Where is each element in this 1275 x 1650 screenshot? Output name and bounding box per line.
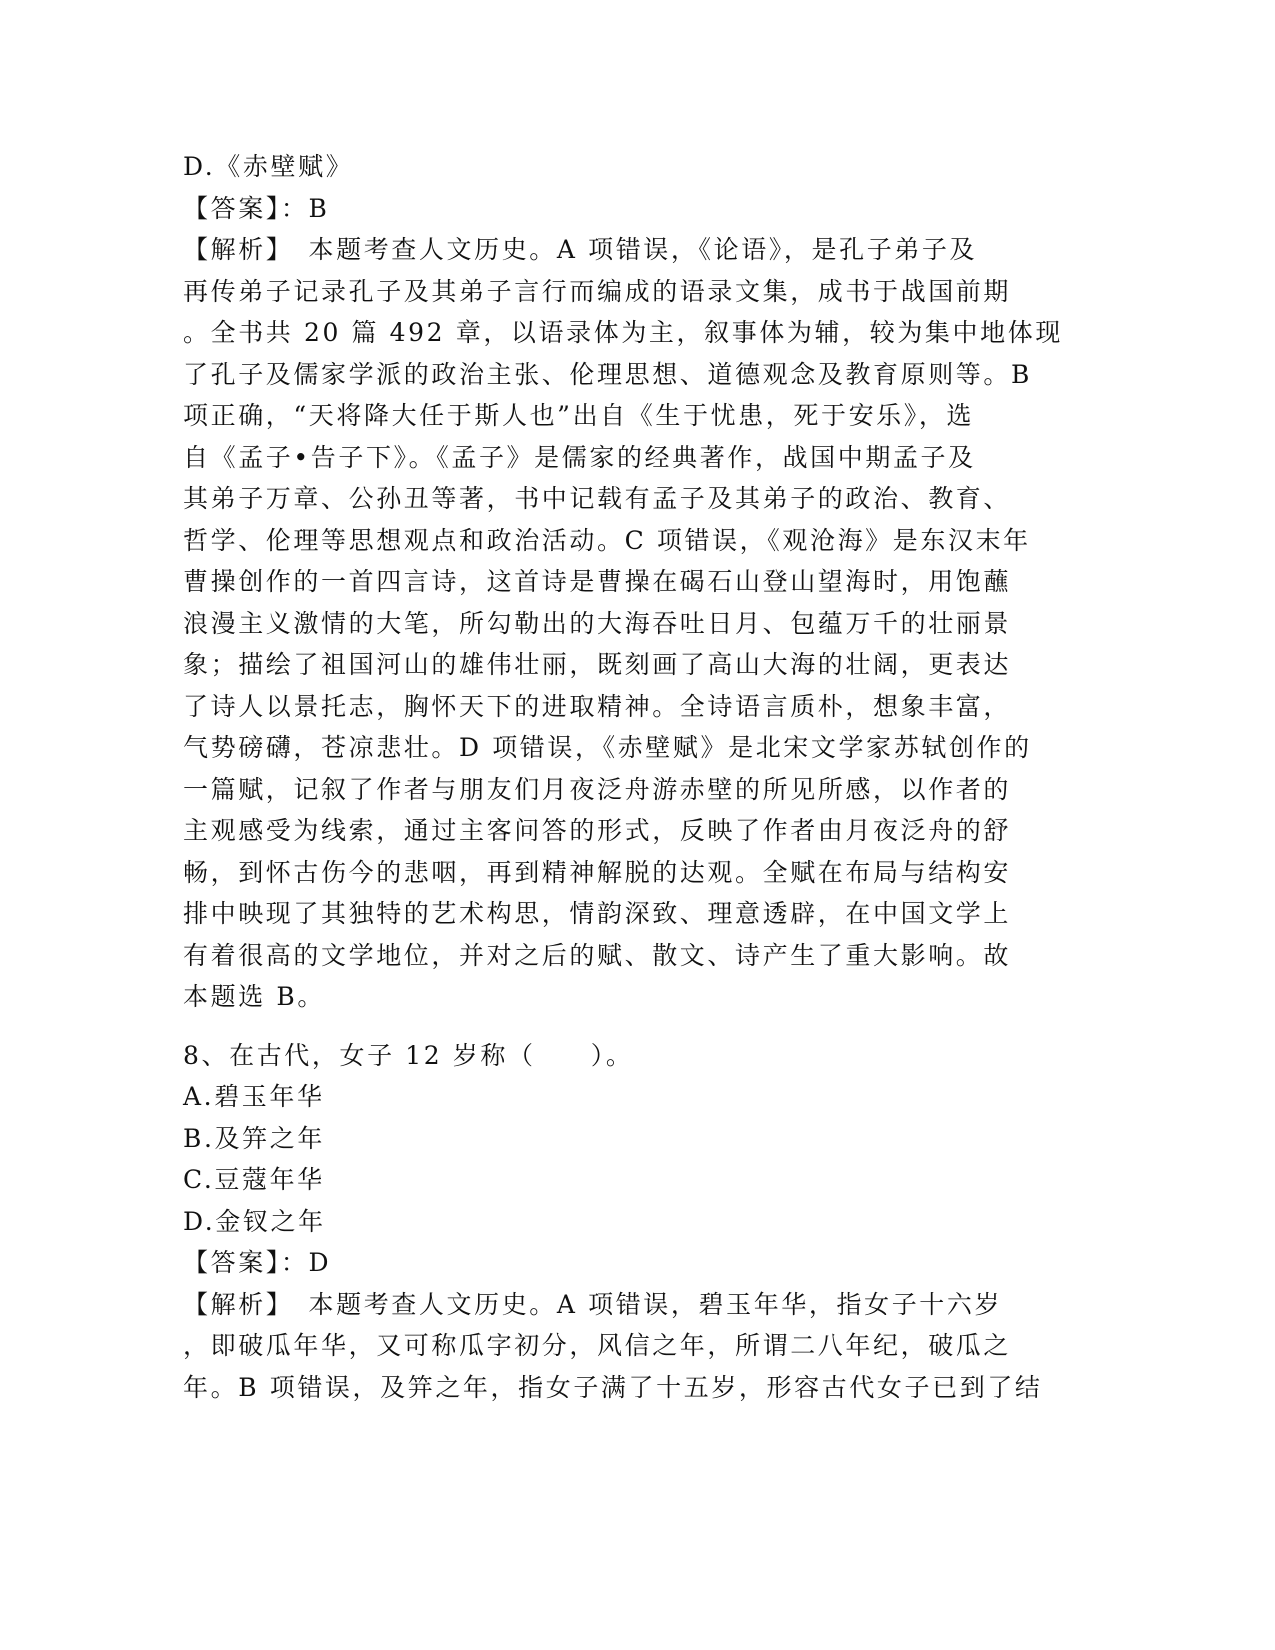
option-a: A.碧玉年华: [183, 1082, 325, 1111]
option-c: C.豆蔻年华: [183, 1165, 325, 1194]
document-page: [183, 146, 1063, 1408]
analysis-line: 自《孟子•告子下》。《孟子》是儒家的经典著作，战国中期孟子及: [183, 442, 976, 472]
analysis-line: 【解析】 本题考查人文历史。A 项错误，《论语》，是孔子弟子及: [183, 235, 978, 264]
analysis-line: 【解析】 本题考查人文历史。A 项错误，碧玉年华，指女子十六岁: [183, 1289, 1003, 1319]
option-d-prev-question: D.《赤壁赋》: [183, 152, 354, 181]
section-gap: [183, 1018, 1063, 1035]
analysis-line: 浪漫主义激情的大笔，所勾勒出的大海吞吐日月、包蕴万千的壮丽景: [183, 608, 1012, 638]
answer-prev-question: 【答案】：B: [183, 193, 330, 223]
analysis-line: 哲学、伦理等思想观点和政治活动。C 项错误，《观沧海》是东汉末年: [183, 525, 1031, 555]
analysis-line: 项正确，“天将降大任于斯人也”出自《生于忧患，死于安乐》，选: [183, 401, 975, 430]
analysis-line: 象；描绘了祖国河山的雄伟壮丽，既刻画了高山大海的壮阔，更表达: [183, 650, 1012, 679]
analysis-line: 其弟子万章、公孙丑等著，书中记载有孟子及其弟子的政治、教育、: [183, 484, 1012, 513]
analysis-line: 气势磅礴，苍凉悲壮。D 项错误，《赤壁赋》是北宋文学家苏轼创作的: [183, 733, 1032, 762]
analysis-line: 有着很高的文学地位，并对之后的赋、散文、诗产生了重大影响。故: [183, 940, 1012, 970]
analysis-line: 曹操创作的一首四言诗，这首诗是曹操在碣石山登山望海时，用饱蘸: [183, 567, 1012, 596]
analysis-line: 主观感受为线索，通过主客问答的形式，反映了作者由月夜泛舟的舒: [183, 816, 1012, 845]
analysis-line: 排中映现了其独特的艺术构思，情韵深致、理意透辟，在中国文学上: [183, 899, 1012, 928]
analysis-line: 畅，到怀古伤今的悲咽，再到精神解脱的达观。全赋在布局与结构安: [183, 857, 1012, 887]
question-8: [183, 1035, 1063, 1409]
analysis-line: 了诗人以景托志，胸怀天下的进取精神。全诗语言质朴，想象丰富，: [183, 691, 1012, 721]
analysis-prev-question: [183, 229, 1063, 1018]
analysis-line: 年。B 项错误，及笄之年，指女子满了十五岁，形容古代女子已到了结: [183, 1372, 1043, 1402]
question-stem: 8、在古代，女子 12 岁称（ ）。: [183, 1040, 634, 1070]
analysis-line: ，即破瓜年华，又可称瓜字初分，风信之年，所谓二八年纪，破瓜之: [183, 1331, 1012, 1360]
analysis-line: 再传弟子记录孔子及其弟子言行而编成的语录文集，成书于战国前期: [183, 276, 1012, 306]
analysis-line: 。全书共 20 篇 492 章，以语录体为主，叙事体为辅，较为集中地体现: [183, 318, 1063, 347]
answer: 【答案】：D: [183, 1248, 332, 1277]
analysis-line: 本题选 B。: [183, 982, 325, 1011]
option-d: D.金钗之年: [183, 1206, 326, 1236]
analysis: [183, 1284, 1063, 1409]
analysis-line: 一篇赋，记叙了作者与朋友们月夜泛舟游赤壁的所见所感，以作者的: [183, 774, 1012, 804]
analysis-line: 了孔子及儒家学派的政治主张、伦理思想、道德观念及教育原则等。B: [183, 359, 1032, 389]
option-b: B.及笄之年: [183, 1123, 325, 1153]
